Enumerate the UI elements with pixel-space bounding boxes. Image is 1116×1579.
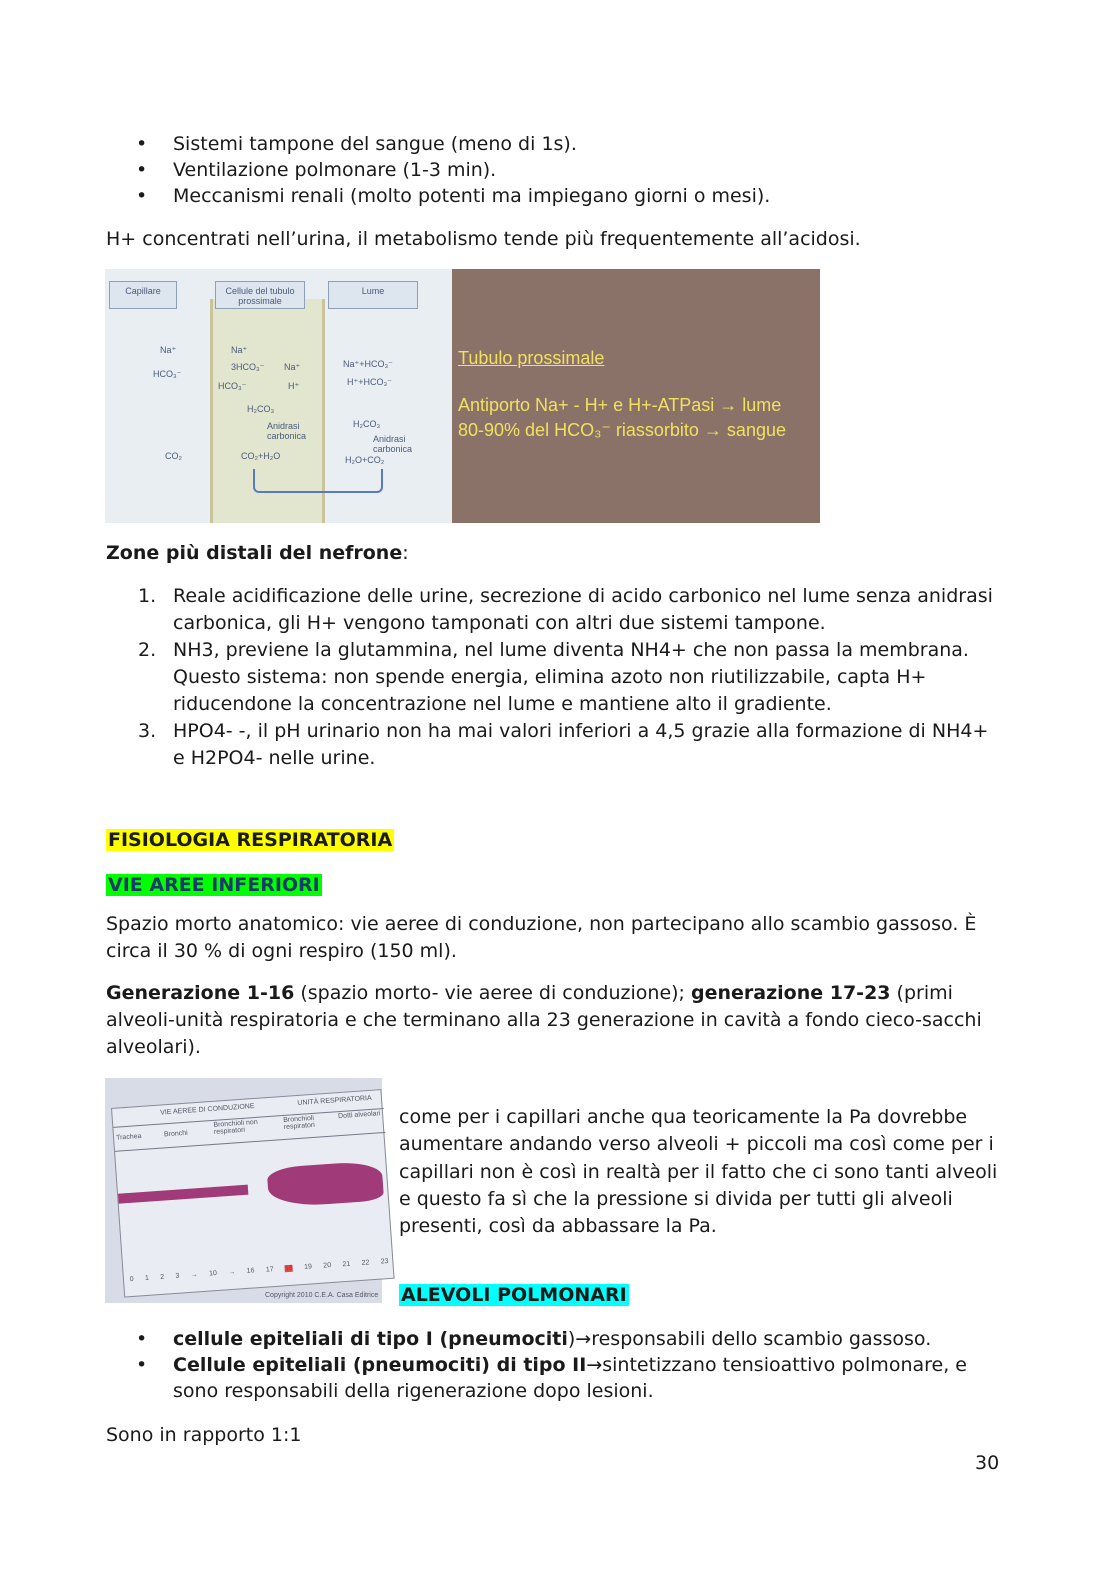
distal-heading: Zone più distali del nefrone: — [106, 542, 409, 564]
bullet-list-buffers — [106, 131, 770, 209]
list-item: 3. HPO4- -, il pH urinario non ha mai valori inferiori a 4,5 grazie alla formazione di NH4+ e H2PO4- nelle urine. — [138, 720, 989, 769]
diagram-panel: Capillare Cellule del tubulo prossimale Lume Na⁺ HCO₃⁻ Na⁺ 3HCO₃⁻ Na⁺ Na⁺+HCO₃⁻ H⁺+HCO₃⁻ HCO₃⁻ H⁺ H₂CO₃ Anidrasi carbonica H₂CO₃ Anidrasi carbonica CO₂ CO₂+H₂O H₂O+CO₂ — [105, 269, 452, 523]
paragraph-rapporto: Sono in rapporto 1:1 — [106, 1424, 302, 1446]
paragraph-pressione: come per i capillari anche qua teoricamente la Pa dovrebbe aumentare andando verso alveoli + piccoli ma così come per i capillari non è così in realtà per il fatto che ci sono tanti alveoli e questo fa sì che la pressione si divida per tutti gli alveoli presenti, così da abbassare la Pa. — [399, 1106, 998, 1238]
list-item: • Ventilazione polmonare (1-3 min). — [106, 157, 770, 183]
list-item: • cellule epiteliali di tipo I (pneumociti)→responsabili dello scambio gassoso. — [106, 1326, 1006, 1352]
numbered-list-distal — [106, 583, 1006, 772]
paragraph-generazione: Generazione 1-16 (spazio morto- vie aeree di conduzione); generazione 17-23 (primi alveoli-unità respiratoria e che terminano alla 23 generazione in cavità a fondo cieco-sacchi alveolari). — [106, 982, 982, 1058]
list-item: • Sistemi tampone del sangue (meno di 1s). — [106, 131, 770, 157]
paragraph-h-plus: H+ concentrati nell’urina, il metabolismo tende più frequentemente all’acidosi. — [106, 228, 861, 250]
slide-panel: Tubulo prossimale Antiporto Na+ - H+ e H+-ATPasi → lume 80-90% del HCO₃⁻ riassorbito → sangue — [452, 269, 820, 523]
figure-airway-generations: VIE AEREE DI CONDUZIONE UNITÀ RESPIRATORIA Trachea Bronchi Bronchioli non respiratori Bronchioli respiratori Dotti alveolari 0 1 2 3 → 10 → 16 17 18 19 20 21 22 23 Copyright 2010 C.E.A. Casa Editrice — [105, 1078, 382, 1303]
page-number: 30 — [975, 1452, 1000, 1474]
paragraph-spazio-morto: Spazio morto anatomico: vie aeree di conduzione, non partecipano allo scambio gassoso. È circa il 30 % di ogni respiro (150 ml). — [106, 913, 977, 962]
heading-alveoli-polmonari: ALEVOLI POLMONARI — [401, 1284, 627, 1306]
list-item: • Meccanismi renali (molto potenti ma impiegano giorni o mesi). — [106, 183, 770, 209]
list-item: 1. Reale acidificazione delle urine, secrezione di acido carbonico nel lume senza anidrasi carbonica, gli H+ vengono tamponati con altri due sistemi tampone. — [138, 585, 993, 634]
list-item: • Cellule epiteliali (pneumociti) di tipo II→sintetizzano tensioattivo polmonare, e sono responsabili della rigenerazione dopo lesioni. — [106, 1352, 1006, 1404]
bullet-list-alveoli — [106, 1326, 1006, 1404]
list-item: 2. NH3, previene la glutammina, nel lume diventa NH4+ che non passa la membrana. Questo sistema: non spende energia, elimina azoto non riutilizzabile, capta H+ riducendone la concentrazione nel lume e mantiene alto il gradiente. — [138, 639, 969, 715]
figure-proximal-tubule — [105, 269, 820, 523]
heading-fisiologia-respiratoria: FISIOLOGIA RESPIRATORIA — [108, 829, 393, 851]
generation-numbers: 0 1 2 3 → 10 → 16 17 18 19 20 21 22 23 — [129, 1258, 389, 1284]
heading-vie-aree-inferiori: VIE AREE INFERIORI — [108, 874, 320, 896]
